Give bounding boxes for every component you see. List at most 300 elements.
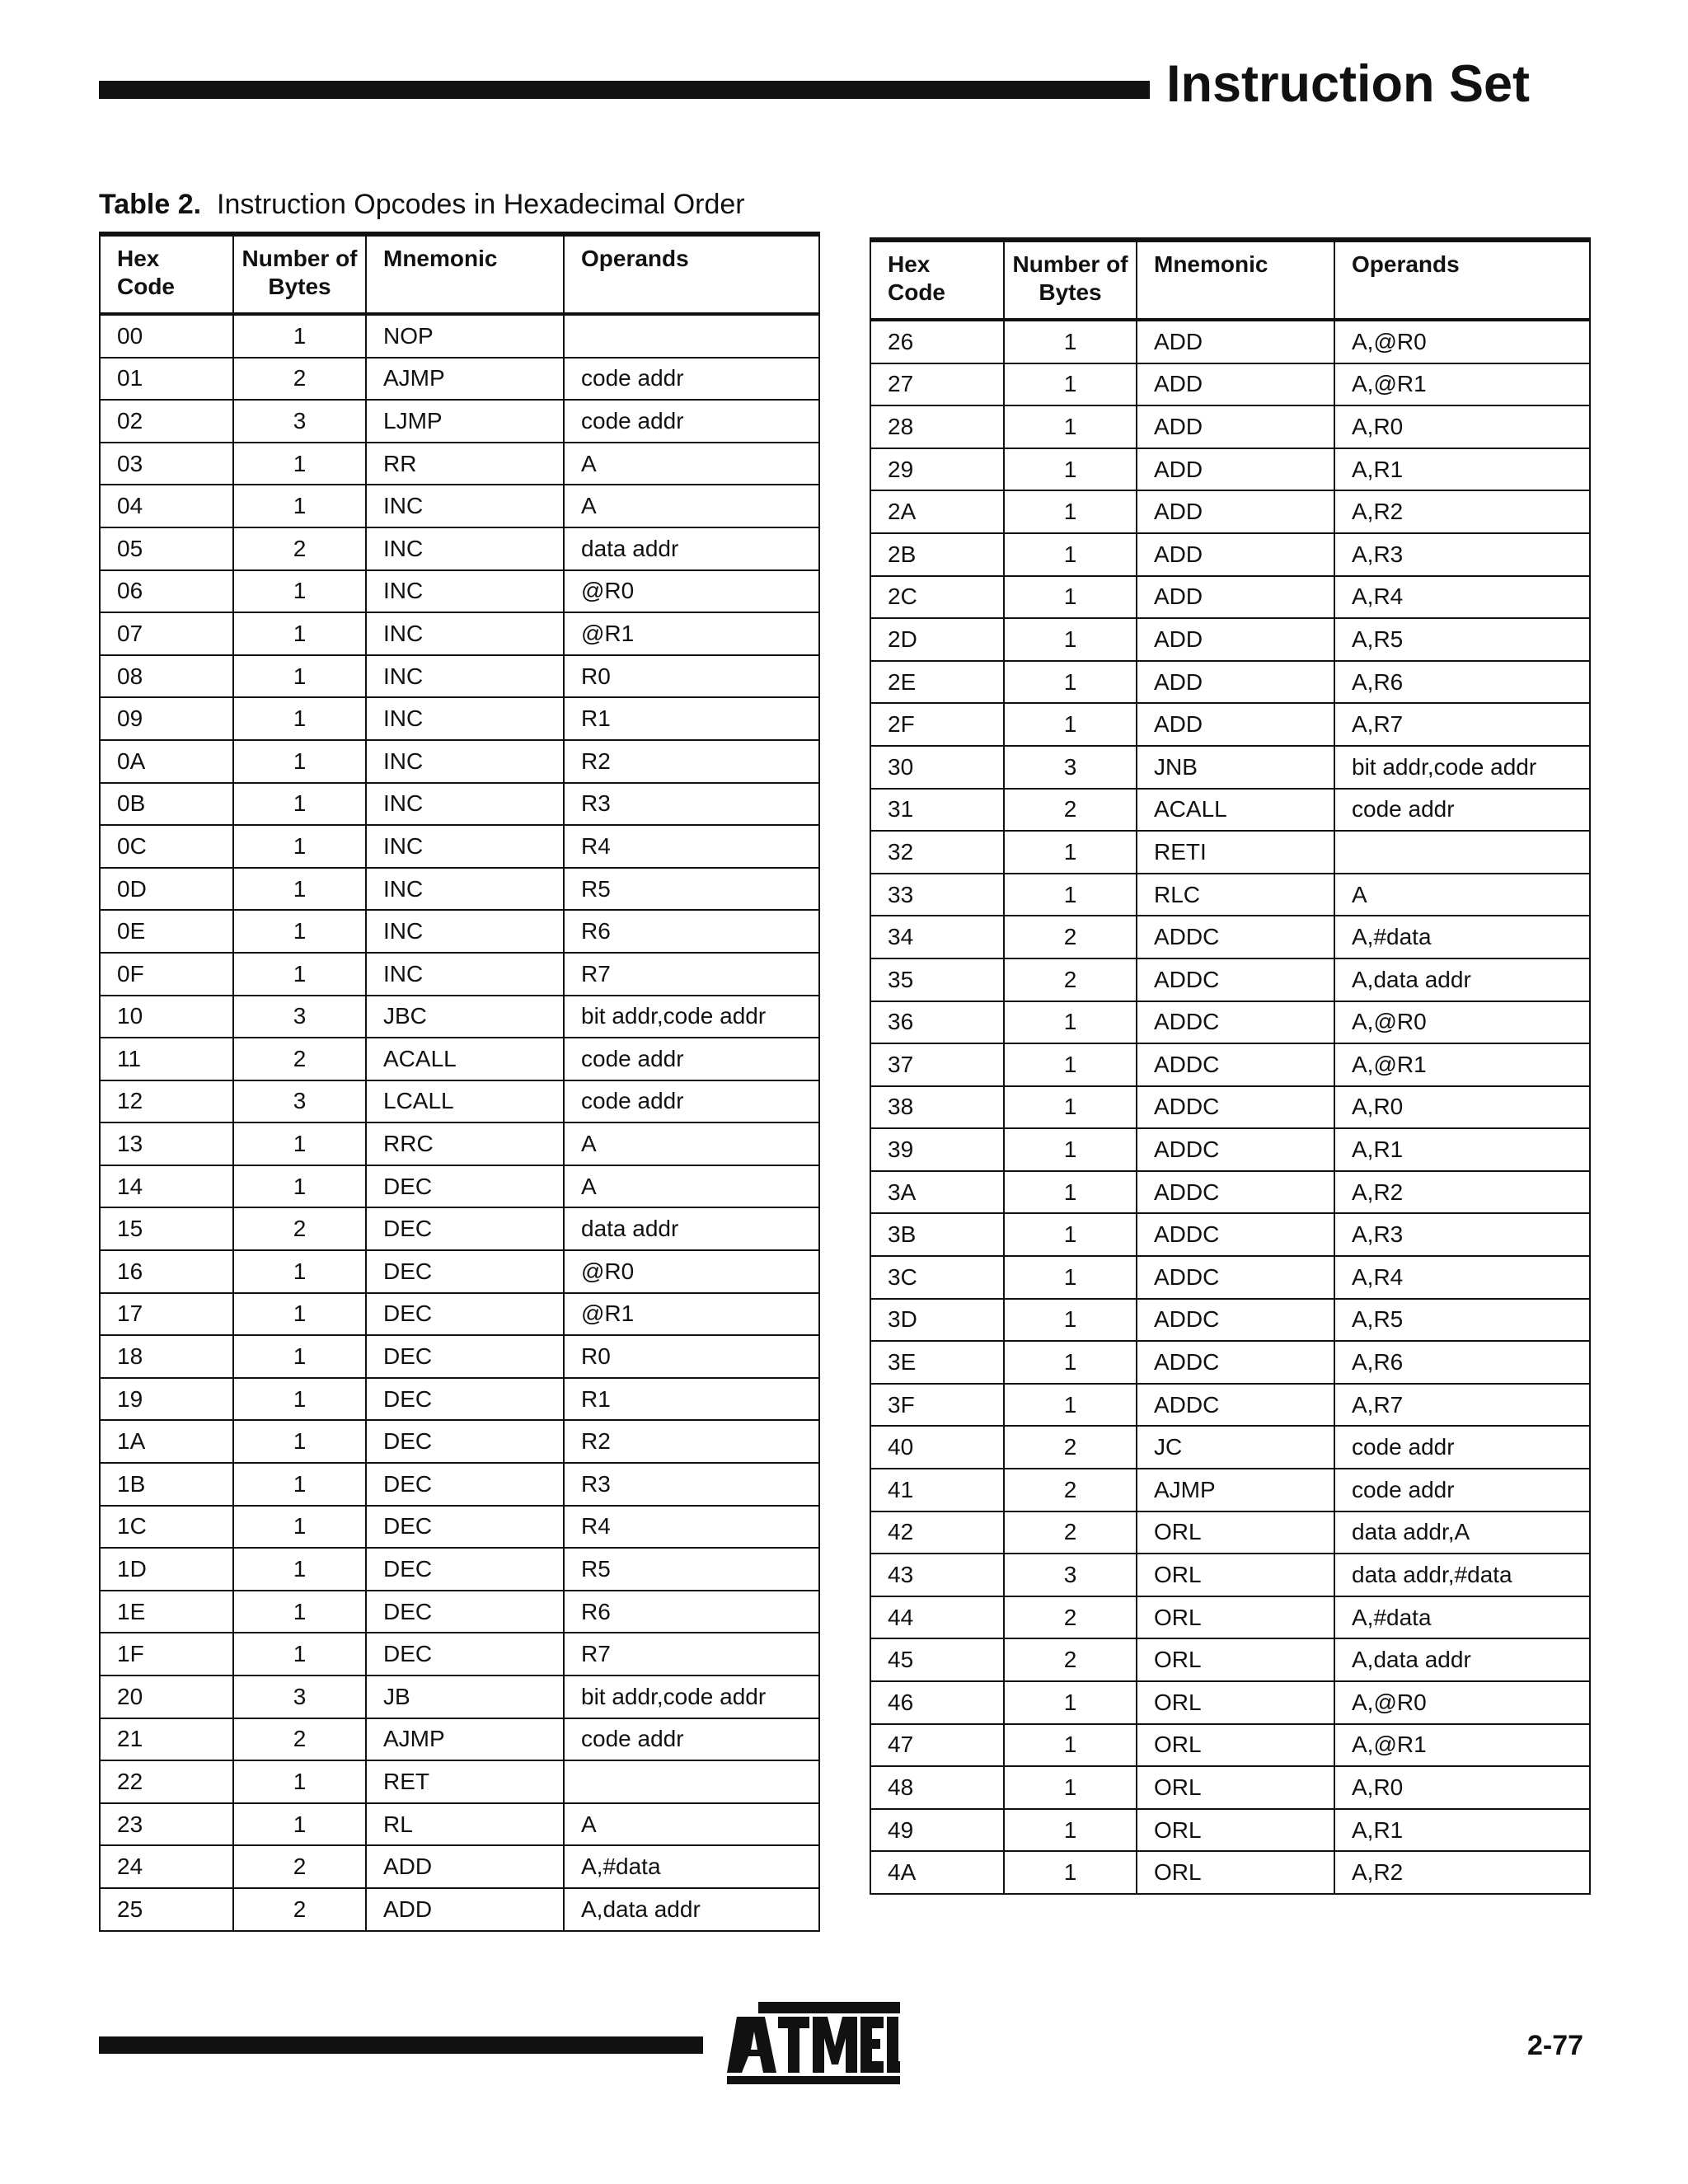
number-of-bytes-cell: 1	[233, 443, 366, 485]
table-row	[870, 533, 1590, 576]
number-of-bytes-cell: 2	[1004, 1511, 1137, 1554]
number-of-bytes-cell: 2	[233, 1845, 366, 1888]
hex-code-cell: 18	[100, 1335, 233, 1378]
table-row	[870, 1638, 1590, 1681]
operands-cell: bit addr,code addr	[564, 996, 819, 1038]
number-of-bytes-cell: 3	[233, 1080, 366, 1123]
hex-code-cell: 1B	[100, 1463, 233, 1506]
mnemonic-cell: ORL	[1137, 1596, 1334, 1639]
table-row	[870, 1809, 1590, 1852]
mnemonic-cell: RLC	[1137, 874, 1334, 916]
number-of-bytes-cell: 1	[233, 953, 366, 996]
table-row	[100, 570, 819, 613]
operands-cell: A,#data	[1334, 916, 1590, 958]
hex-code-cell: 2C	[870, 576, 1004, 619]
mnemonic-cell: ORL	[1137, 1554, 1334, 1596]
number-of-bytes-cell: 1	[233, 1378, 366, 1421]
hex-code-cell: 03	[100, 443, 233, 485]
operands-cell: A,#data	[1334, 1596, 1590, 1639]
table-row	[870, 831, 1590, 874]
number-of-bytes-cell: 1	[233, 697, 366, 740]
hex-code-cell: 36	[870, 1001, 1004, 1044]
table-row	[870, 1724, 1590, 1767]
hex-code-cell: 2D	[870, 618, 1004, 661]
number-of-bytes-cell: 1	[233, 1803, 366, 1846]
mnemonic-cell: DEC	[366, 1378, 564, 1421]
table-row	[100, 1718, 819, 1761]
table-row	[870, 363, 1590, 406]
hex-code-cell: 05	[100, 527, 233, 570]
table-row	[870, 1043, 1590, 1086]
number-of-bytes-cell: 2	[233, 527, 366, 570]
hex-code-cell: 0E	[100, 910, 233, 953]
hex-code-cell: 32	[870, 831, 1004, 874]
hex-code-cell: 28	[870, 405, 1004, 448]
hex-code-cell: 24	[100, 1845, 233, 1888]
table-row	[870, 703, 1590, 746]
number-of-bytes-cell: 1	[1004, 1299, 1137, 1342]
table-row	[870, 1469, 1590, 1511]
section-title: Instruction Set	[1166, 55, 1531, 113]
opcode-table-right	[870, 237, 1591, 1895]
operands-cell: A,@R0	[1334, 320, 1590, 363]
hex-code-cell: 45	[870, 1638, 1004, 1681]
hex-code-cell: 2B	[870, 533, 1004, 576]
hex-code-cell: 47	[870, 1724, 1004, 1767]
number-of-bytes-cell: 1	[1004, 703, 1137, 746]
table-row	[100, 612, 819, 655]
column-header-number-of-bytes: Number of Bytes	[233, 234, 366, 314]
operands-cell: R6	[564, 910, 819, 953]
table-row	[100, 1591, 819, 1633]
operands-cell: R1	[564, 1378, 819, 1421]
hex-code-cell: 3C	[870, 1256, 1004, 1299]
number-of-bytes-cell: 1	[1004, 405, 1137, 448]
operands-cell: A,R3	[1334, 1213, 1590, 1256]
mnemonic-cell: ADD	[1137, 661, 1334, 704]
table-row	[870, 1128, 1590, 1171]
number-of-bytes-cell: 1	[1004, 1086, 1137, 1129]
table-row	[100, 825, 819, 868]
number-of-bytes-cell: 1	[1004, 1256, 1137, 1299]
mnemonic-cell: INC	[366, 910, 564, 953]
table-row	[100, 485, 819, 527]
operands-cell: R0	[564, 655, 819, 698]
hex-code-cell: 44	[870, 1596, 1004, 1639]
operands-cell: bit addr,code addr	[1334, 746, 1590, 789]
mnemonic-cell: INC	[366, 570, 564, 613]
hex-code-cell: 0F	[100, 953, 233, 996]
operands-cell: R3	[564, 783, 819, 826]
operands-cell: A,R0	[1334, 1086, 1590, 1129]
hex-code-cell: 1F	[100, 1633, 233, 1675]
table-row	[870, 789, 1590, 832]
operands-cell: A	[564, 1122, 819, 1165]
mnemonic-cell: RL	[366, 1803, 564, 1846]
mnemonic-cell: ADDC	[1137, 1043, 1334, 1086]
mnemonic-cell: RR	[366, 443, 564, 485]
table-caption	[99, 186, 745, 223]
table-row	[100, 400, 819, 443]
number-of-bytes-cell: 1	[233, 1335, 366, 1378]
hex-code-cell: 15	[100, 1207, 233, 1250]
operands-cell: A,R1	[1334, 1809, 1590, 1852]
mnemonic-cell: DEC	[366, 1250, 564, 1293]
number-of-bytes-cell: 1	[1004, 1384, 1137, 1427]
table-row	[100, 1080, 819, 1123]
hex-code-cell: 01	[100, 358, 233, 401]
table-row	[100, 1675, 819, 1718]
operands-cell: A,@R1	[1334, 363, 1590, 406]
number-of-bytes-cell: 2	[233, 1038, 366, 1080]
table-row	[100, 314, 819, 358]
mnemonic-cell: INC	[366, 740, 564, 783]
hex-code-cell: 21	[100, 1718, 233, 1761]
number-of-bytes-cell: 2	[1004, 789, 1137, 832]
mnemonic-cell: DEC	[366, 1293, 564, 1336]
table-row	[100, 740, 819, 783]
table-row	[870, 1341, 1590, 1384]
mnemonic-cell: INC	[366, 485, 564, 527]
number-of-bytes-cell: 2	[1004, 916, 1137, 958]
operands-cell: A,data addr	[564, 1888, 819, 1931]
table-row	[870, 1171, 1590, 1214]
hex-code-cell: 0C	[100, 825, 233, 868]
operands-cell	[1334, 831, 1590, 874]
operands-cell: R7	[564, 953, 819, 996]
operands-cell: A,R7	[1334, 1384, 1590, 1427]
hex-code-cell: 12	[100, 1080, 233, 1123]
operands-cell: A	[564, 1165, 819, 1208]
operands-cell: A,R4	[1334, 1256, 1590, 1299]
mnemonic-cell: ADD	[366, 1845, 564, 1888]
hex-code-cell: 29	[870, 448, 1004, 491]
mnemonic-cell: ACALL	[1137, 789, 1334, 832]
number-of-bytes-cell: 1	[1004, 1001, 1137, 1044]
mnemonic-cell: INC	[366, 527, 564, 570]
hex-code-cell: 3D	[870, 1299, 1004, 1342]
number-of-bytes-cell: 1	[1004, 1213, 1137, 1256]
table-header-row	[870, 240, 1590, 320]
operands-cell: @R1	[564, 612, 819, 655]
table-row	[870, 1766, 1590, 1809]
table-row	[100, 1548, 819, 1591]
number-of-bytes-cell: 1	[233, 1165, 366, 1208]
hex-code-cell: 17	[100, 1293, 233, 1336]
table-row	[100, 996, 819, 1038]
mnemonic-cell: ADDC	[1137, 1171, 1334, 1214]
mnemonic-cell: ADD	[1137, 703, 1334, 746]
hex-code-cell: 10	[100, 996, 233, 1038]
number-of-bytes-cell: 1	[233, 570, 366, 613]
operands-cell: code addr	[1334, 789, 1590, 832]
mnemonic-cell: ORL	[1137, 1766, 1334, 1809]
header-rule	[99, 81, 1150, 99]
operands-cell	[564, 314, 819, 358]
mnemonic-cell: ADDC	[1137, 1086, 1334, 1129]
mnemonic-cell: DEC	[366, 1335, 564, 1378]
number-of-bytes-cell: 1	[233, 868, 366, 911]
operands-cell: A,R0	[1334, 1766, 1590, 1809]
operands-cell: code addr	[564, 1080, 819, 1123]
operands-cell: A,R6	[1334, 661, 1590, 704]
table-row	[100, 697, 819, 740]
hex-code-cell: 0A	[100, 740, 233, 783]
mnemonic-cell: ORL	[1137, 1809, 1334, 1852]
number-of-bytes-cell: 1	[233, 1122, 366, 1165]
table-row	[870, 576, 1590, 619]
table-row	[870, 661, 1590, 704]
hex-code-cell: 1A	[100, 1420, 233, 1463]
number-of-bytes-cell: 1	[1004, 661, 1137, 704]
number-of-bytes-cell: 2	[233, 1207, 366, 1250]
hex-code-cell: 3B	[870, 1213, 1004, 1256]
operands-cell: R2	[564, 740, 819, 783]
hex-code-cell: 42	[870, 1511, 1004, 1554]
operands-cell: A,@R1	[1334, 1043, 1590, 1086]
column-header-hex-code: Hex Code	[870, 240, 1004, 320]
number-of-bytes-cell: 3	[1004, 1554, 1137, 1596]
mnemonic-cell: ADD	[1137, 618, 1334, 661]
operands-cell: A,data addr	[1334, 1638, 1590, 1681]
mnemonic-cell: AJMP	[366, 358, 564, 401]
operands-cell: code addr	[564, 400, 819, 443]
mnemonic-cell: LCALL	[366, 1080, 564, 1123]
opcode-table-left	[99, 232, 820, 1932]
column-header-mnemonic: Mnemonic	[366, 234, 564, 314]
hex-code-cell: 25	[100, 1888, 233, 1931]
mnemonic-cell: INC	[366, 655, 564, 698]
hex-code-cell: 34	[870, 916, 1004, 958]
operands-cell: data addr,A	[1334, 1511, 1590, 1554]
mnemonic-cell: NOP	[366, 314, 564, 358]
hex-code-cell: 43	[870, 1554, 1004, 1596]
table-row	[100, 1420, 819, 1463]
operands-cell: code addr	[1334, 1426, 1590, 1469]
table-row	[870, 1554, 1590, 1596]
hex-code-cell: 38	[870, 1086, 1004, 1129]
table-row	[870, 1299, 1590, 1342]
mnemonic-cell: DEC	[366, 1165, 564, 1208]
mnemonic-cell: ADDC	[1137, 1341, 1334, 1384]
column-header-operands: Operands	[1334, 240, 1590, 320]
number-of-bytes-cell: 2	[1004, 958, 1137, 1001]
hex-code-cell: 22	[100, 1760, 233, 1803]
mnemonic-cell: ORL	[1137, 1638, 1334, 1681]
mnemonic-cell: ORL	[1137, 1511, 1334, 1554]
operands-cell	[564, 1760, 819, 1803]
mnemonic-cell: DEC	[366, 1207, 564, 1250]
operands-cell: A,R6	[1334, 1341, 1590, 1384]
mnemonic-cell: INC	[366, 697, 564, 740]
hex-code-cell: 2F	[870, 703, 1004, 746]
number-of-bytes-cell: 1	[1004, 1171, 1137, 1214]
mnemonic-cell: ADD	[1137, 576, 1334, 619]
operands-cell: code addr	[564, 358, 819, 401]
table-row	[100, 868, 819, 911]
mnemonic-cell: ACALL	[366, 1038, 564, 1080]
table-row	[100, 1506, 819, 1549]
table-row	[100, 1250, 819, 1293]
mnemonic-cell: DEC	[366, 1420, 564, 1463]
hex-code-cell: 0B	[100, 783, 233, 826]
table-row	[870, 1384, 1590, 1427]
mnemonic-cell: INC	[366, 953, 564, 996]
hex-code-cell: 2A	[870, 490, 1004, 533]
atmel-logo	[727, 2002, 900, 2084]
number-of-bytes-cell: 3	[233, 400, 366, 443]
table-row	[100, 910, 819, 953]
hex-code-cell: 33	[870, 874, 1004, 916]
number-of-bytes-cell: 2	[233, 1888, 366, 1931]
operands-cell: R4	[564, 1506, 819, 1549]
table-row	[100, 1038, 819, 1080]
number-of-bytes-cell: 1	[1004, 490, 1137, 533]
mnemonic-cell: ADD	[1137, 533, 1334, 576]
operands-cell: data addr	[564, 1207, 819, 1250]
table-row	[100, 1293, 819, 1336]
hex-code-cell: 46	[870, 1681, 1004, 1724]
number-of-bytes-cell: 1	[233, 655, 366, 698]
mnemonic-cell: ADD	[1137, 320, 1334, 363]
mnemonic-cell: ADDC	[1137, 916, 1334, 958]
number-of-bytes-cell: 1	[1004, 1043, 1137, 1086]
table-row	[870, 1511, 1590, 1554]
table-row	[100, 1463, 819, 1506]
hex-code-cell: 09	[100, 697, 233, 740]
mnemonic-cell: JBC	[366, 996, 564, 1038]
operands-cell: A,R2	[1334, 1851, 1590, 1894]
number-of-bytes-cell: 1	[233, 783, 366, 826]
number-of-bytes-cell: 1	[1004, 1724, 1137, 1767]
column-header-number-of-bytes: Number of Bytes	[1004, 240, 1137, 320]
hex-code-cell: 39	[870, 1128, 1004, 1171]
number-of-bytes-cell: 1	[233, 1420, 366, 1463]
hex-code-cell: 3F	[870, 1384, 1004, 1427]
operands-cell: A,R0	[1334, 405, 1590, 448]
table-row	[870, 1681, 1590, 1724]
mnemonic-cell: ORL	[1137, 1681, 1334, 1724]
table-row	[100, 1760, 819, 1803]
table-row	[100, 1207, 819, 1250]
hex-code-cell: 27	[870, 363, 1004, 406]
hex-code-cell: 3E	[870, 1341, 1004, 1384]
number-of-bytes-cell: 1	[233, 612, 366, 655]
number-of-bytes-cell: 2	[233, 358, 366, 401]
hex-code-cell: 0D	[100, 868, 233, 911]
hex-code-cell: 1E	[100, 1591, 233, 1633]
hex-code-cell: 41	[870, 1469, 1004, 1511]
mnemonic-cell: ADD	[1137, 490, 1334, 533]
operands-cell: R6	[564, 1591, 819, 1633]
table-row	[870, 490, 1590, 533]
mnemonic-cell: ADDC	[1137, 1128, 1334, 1171]
hex-code-cell: 13	[100, 1122, 233, 1165]
table-row	[870, 746, 1590, 789]
operands-cell: bit addr,code addr	[564, 1675, 819, 1718]
table-row	[870, 958, 1590, 1001]
mnemonic-cell: ADDC	[1137, 1001, 1334, 1044]
operands-cell: @R0	[564, 1250, 819, 1293]
number-of-bytes-cell: 1	[233, 740, 366, 783]
operands-cell: data addr	[564, 527, 819, 570]
hex-code-cell: 2E	[870, 661, 1004, 704]
hex-code-cell: 30	[870, 746, 1004, 789]
operands-cell: A,R5	[1334, 1299, 1590, 1342]
table-row	[100, 783, 819, 826]
table-row	[100, 655, 819, 698]
operands-cell: A,R4	[1334, 576, 1590, 619]
number-of-bytes-cell: 1	[1004, 1809, 1137, 1852]
operands-cell: A	[1334, 874, 1590, 916]
hex-code-cell: 08	[100, 655, 233, 698]
mnemonic-cell: ADDC	[1137, 1384, 1334, 1427]
number-of-bytes-cell: 1	[233, 1760, 366, 1803]
hex-code-cell: 20	[100, 1675, 233, 1718]
operands-cell: A,R5	[1334, 618, 1590, 661]
table-row	[870, 1851, 1590, 1894]
table-row	[870, 1596, 1590, 1639]
column-header-hex-code: Hex Code	[100, 234, 233, 314]
hex-code-cell: 31	[870, 789, 1004, 832]
number-of-bytes-cell: 1	[1004, 1851, 1137, 1894]
hex-code-cell: 3A	[870, 1171, 1004, 1214]
table-row	[100, 1803, 819, 1846]
operands-cell: A	[564, 1803, 819, 1846]
number-of-bytes-cell: 1	[233, 825, 366, 868]
mnemonic-cell: DEC	[366, 1548, 564, 1591]
mnemonic-cell: ADD	[366, 1888, 564, 1931]
number-of-bytes-cell: 3	[233, 996, 366, 1038]
mnemonic-cell: ORL	[1137, 1851, 1334, 1894]
mnemonic-cell: DEC	[366, 1463, 564, 1506]
operands-cell: A,@R0	[1334, 1001, 1590, 1044]
table-row	[100, 1633, 819, 1675]
mnemonic-cell: JNB	[1137, 746, 1334, 789]
number-of-bytes-cell: 1	[233, 1506, 366, 1549]
number-of-bytes-cell: 1	[233, 314, 366, 358]
number-of-bytes-cell: 2	[1004, 1596, 1137, 1639]
hex-code-cell: 02	[100, 400, 233, 443]
table-row	[870, 916, 1590, 958]
number-of-bytes-cell: 3	[233, 1675, 366, 1718]
mnemonic-cell: RRC	[366, 1122, 564, 1165]
number-of-bytes-cell: 1	[233, 485, 366, 527]
hex-code-cell: 48	[870, 1766, 1004, 1809]
hex-code-cell: 06	[100, 570, 233, 613]
hex-code-cell: 37	[870, 1043, 1004, 1086]
table-caption-text: Instruction Opcodes in Hexadecimal Order	[217, 189, 745, 220]
table-row	[870, 874, 1590, 916]
footer-rule	[99, 2036, 703, 2054]
hex-code-cell: 35	[870, 958, 1004, 1001]
table-row	[100, 1845, 819, 1888]
operands-cell: R2	[564, 1420, 819, 1463]
number-of-bytes-cell: 1	[1004, 831, 1137, 874]
hex-code-cell: 40	[870, 1426, 1004, 1469]
mnemonic-cell: RET	[366, 1760, 564, 1803]
hex-code-cell: 11	[100, 1038, 233, 1080]
table-row	[870, 1256, 1590, 1299]
table-row	[870, 1001, 1590, 1044]
number-of-bytes-cell: 1	[1004, 363, 1137, 406]
operands-cell: @R0	[564, 570, 819, 613]
operands-cell: data addr,#data	[1334, 1554, 1590, 1596]
table-row	[870, 1213, 1590, 1256]
mnemonic-cell: ADDC	[1137, 1213, 1334, 1256]
hex-code-cell: 14	[100, 1165, 233, 1208]
mnemonic-cell: RETI	[1137, 831, 1334, 874]
